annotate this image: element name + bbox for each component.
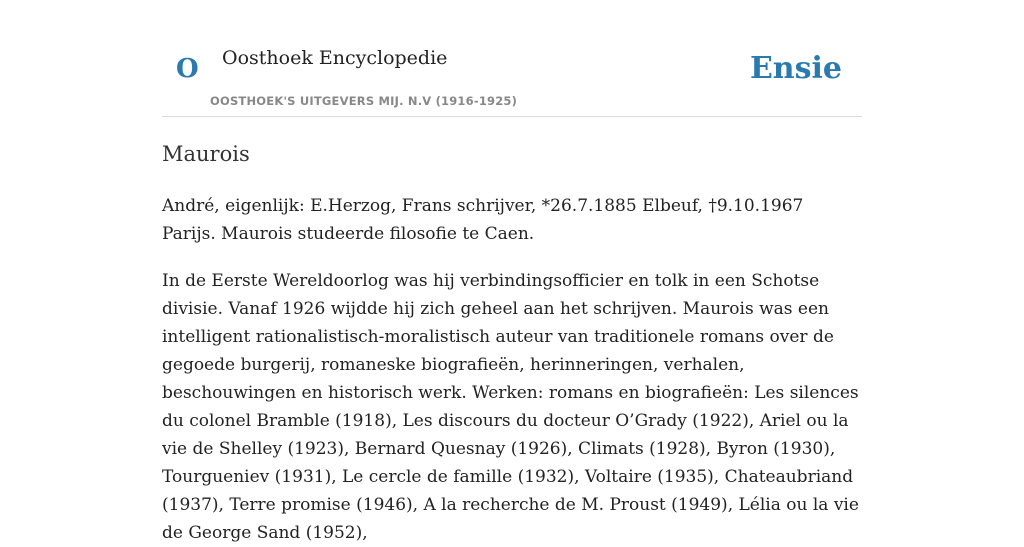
article-title: Maurois (162, 142, 250, 166)
encyclopedia-title[interactable]: Oosthoek Encyclopedie (222, 47, 448, 69)
article-paragraph-intro: André, eigenlijk: E.Herzog, Frans schrijver, *26.7.1885 Elbeuf, †9.10.1967 Parijs. Maurois studeerde filosofie te Caen. (162, 196, 804, 244)
ensie-logo-link[interactable]: Ensie (749, 51, 842, 86)
logo-icon[interactable]: O (176, 54, 199, 84)
site-header (162, 0, 862, 117)
article (162, 138, 862, 547)
publisher-subtitle: OOSTHOEK'S UITGEVERS MIJ. N.V (1916-1925) (210, 94, 518, 108)
article-paragraph-body: In de Eerste Wereldoorlog was hij verbindingsofficier en tolk in een Schotse divisie. Vanaf 1926 wijdde hij zich geheel aan het schrijven. Maurois was een intelligent rationalistisch-moralistisch auteur van traditionele romans over de gegoede burgerij, romaneske biografieën, herinneringen, verhalen, beschouwingen en historisch werk. Werken: romans en biografieën: Les silences du colonel Bramble (1918), Les discours du docteur O’Grady (1922), Ariel ou la vie de Shelley (1923), Bernard Quesnay (1926), Climats (1928), Byron (1930), Tourgueniev (1931), Le cercle de famille (1932), Voltaire (1935), Chateaubriand (1937), Terre promise (1946), A la recherche de M. Proust (1949), Lélia ou la vie de George Sand (1952), (162, 271, 859, 543)
